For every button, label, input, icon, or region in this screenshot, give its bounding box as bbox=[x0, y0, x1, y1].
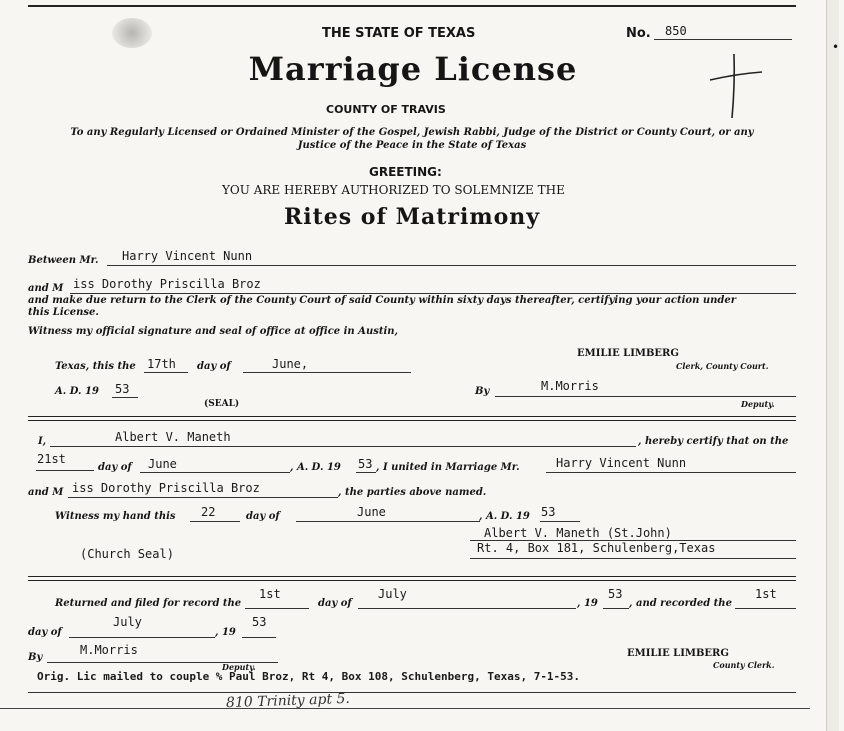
cert-witness-day-of: day of bbox=[246, 511, 280, 522]
witness-office-line: Witness my official signature and seal of office at office in Austin, bbox=[28, 326, 399, 337]
recorded-month: July bbox=[113, 615, 142, 629]
cert-month-line bbox=[140, 472, 290, 473]
issue-ad-label: A. D. 19 bbox=[55, 386, 99, 397]
record-clerk-title: County Clerk. bbox=[713, 660, 775, 670]
document-title: Marriage License bbox=[248, 50, 578, 88]
state-heading: THE STATE OF TEXAS bbox=[322, 26, 476, 41]
cert-witness-month: June bbox=[357, 505, 386, 519]
officiant-address-line bbox=[470, 558, 796, 559]
scan-dot: • bbox=[832, 40, 840, 54]
groom-line bbox=[107, 265, 796, 266]
officiant-line bbox=[50, 446, 636, 447]
recorded-label: , and recorded the bbox=[629, 598, 732, 609]
section-divider-2b bbox=[28, 580, 796, 581]
cross-mark-icon bbox=[708, 50, 764, 122]
recorded-day-of-label: day of bbox=[28, 627, 62, 638]
greeting: GREETING: bbox=[369, 165, 442, 179]
cert-i-label: I, bbox=[38, 436, 47, 447]
bottom-edge bbox=[0, 708, 810, 709]
between-label: Between Mr. bbox=[28, 255, 99, 266]
cert-bride-name: iss Dorothy Priscilla Broz bbox=[72, 481, 260, 495]
cert-groom-line bbox=[546, 472, 796, 473]
officiant-name: Albert V. Maneth bbox=[115, 430, 231, 444]
issue-day: 17th bbox=[147, 357, 176, 371]
returned-month-line bbox=[358, 608, 576, 609]
texas-this-label: Texas, this the bbox=[55, 361, 136, 372]
section-divider-2a bbox=[28, 576, 796, 577]
returned-day-line bbox=[245, 608, 309, 609]
record-by-label: By bbox=[28, 652, 43, 663]
license-number-line bbox=[654, 39, 792, 40]
authorized-line: YOU ARE HEREBY AUTHORIZED TO SOLEMNIZE THE bbox=[222, 183, 565, 197]
issue-by-label: By bbox=[475, 386, 490, 397]
bride-line bbox=[70, 293, 796, 294]
returned-day-of-label: day of bbox=[318, 598, 352, 609]
recorded-day-line bbox=[735, 608, 796, 609]
returned-year-label: , 19 bbox=[577, 598, 598, 609]
cert-witness-ad: , A. D. 19 bbox=[479, 511, 530, 522]
return-line-1: and make due return to the Clerk of the County Court of said County within sixty days thereafter, certifying your action under bbox=[28, 295, 737, 306]
handwritten-note: 810 Trinity apt 5. bbox=[225, 690, 351, 712]
returned-year: 53 bbox=[608, 587, 623, 601]
cert-certify-text: , hereby certify that on the bbox=[638, 436, 789, 447]
cert-month: June bbox=[148, 457, 177, 471]
recorded-year: 53 bbox=[252, 615, 267, 629]
cert-groom-name: Harry Vincent Nunn bbox=[556, 456, 687, 470]
cert-day-line bbox=[36, 470, 94, 471]
cert-witness-day: 22 bbox=[201, 505, 216, 519]
section-divider-1a bbox=[28, 416, 796, 417]
cert-day-of-label: day of bbox=[98, 462, 132, 473]
issue-deputy-title: Deputy. bbox=[741, 399, 775, 409]
record-deputy-name: M.Morris bbox=[80, 643, 138, 657]
issue-month: June, bbox=[272, 357, 309, 371]
recorded-year-line bbox=[242, 637, 276, 638]
cert-ad-label: , A. D. 19 bbox=[290, 462, 341, 473]
cert-witness-year: 53 bbox=[541, 505, 556, 519]
scan-smudge bbox=[112, 18, 152, 48]
cert-witness-day-line bbox=[190, 521, 240, 522]
issue-year-line bbox=[112, 397, 138, 398]
issuing-clerk-title: Clerk, County Court. bbox=[676, 361, 769, 371]
and-label: and M bbox=[28, 283, 64, 294]
recorded-month-line bbox=[69, 637, 215, 638]
church-seal-label: (Church Seal) bbox=[80, 547, 174, 561]
recorded-day: 1st bbox=[755, 587, 777, 601]
cert-year: 53 bbox=[358, 457, 373, 471]
issue-day-line bbox=[144, 372, 188, 373]
scan-edge bbox=[826, 0, 839, 731]
cert-parties-text: , the parties above named. bbox=[338, 487, 487, 498]
footer-rule bbox=[28, 692, 796, 693]
record-deputy-title: Deputy. bbox=[222, 662, 256, 672]
top-border bbox=[28, 5, 796, 7]
return-line-2: this License. bbox=[28, 307, 99, 318]
returned-month: July bbox=[378, 587, 407, 601]
cert-witness-year-line bbox=[540, 521, 580, 522]
issue-month-line bbox=[243, 372, 411, 373]
issuing-clerk-name: EMILIE LIMBERG bbox=[577, 348, 679, 359]
cert-bride-line bbox=[68, 497, 338, 498]
intro-line-2: Justice of the Peace in the State of Texas bbox=[297, 140, 527, 151]
issue-day-of-label: day of bbox=[197, 361, 231, 372]
groom-name: Harry Vincent Nunn bbox=[122, 249, 253, 263]
cert-year-line bbox=[356, 472, 376, 473]
recorded-year-label: , 19 bbox=[215, 627, 236, 638]
cert-day: 21st bbox=[37, 452, 66, 466]
officiant-signature: Albert V. Maneth (St.John) bbox=[484, 526, 672, 540]
issue-year: 53 bbox=[115, 382, 130, 396]
returned-day: 1st bbox=[259, 587, 281, 601]
mailed-note: Orig. Lic mailed to couple % Paul Broz, Rt 4, Box 108, Schulenberg, Texas, 7-1-53. bbox=[37, 670, 581, 683]
bride-name: iss Dorothy Priscilla Broz bbox=[73, 277, 261, 291]
cert-witness-label: Witness my hand this bbox=[55, 511, 176, 522]
returned-label: Returned and filed for record the bbox=[55, 598, 242, 609]
seal-label: (SEAL) bbox=[204, 399, 240, 409]
rites-heading: Rites of Matrimony bbox=[283, 204, 541, 230]
cert-witness-month-line bbox=[296, 521, 480, 522]
intro-line-1: To any Regularly Licensed or Ordained Minister of the Gospel, Jewish Rabbi, Judge of the District or County Court, or any bbox=[70, 127, 754, 138]
county-heading: COUNTY OF TRAVIS bbox=[326, 103, 446, 116]
section-divider-1b bbox=[28, 420, 796, 421]
issue-deputy-name: M.Morris bbox=[541, 379, 599, 393]
issue-deputy-line bbox=[495, 396, 796, 397]
license-number-label: No. bbox=[626, 26, 651, 41]
officiant-address: Rt. 4, Box 181, Schulenberg,Texas bbox=[477, 541, 716, 555]
returned-year-line bbox=[603, 608, 629, 609]
license-number-value: 850 bbox=[665, 24, 687, 38]
record-clerk-name: EMILIE LIMBERG bbox=[627, 648, 729, 659]
cert-united-text: , I united in Marriage Mr. bbox=[376, 462, 520, 473]
cert-and-label: and M bbox=[28, 487, 64, 498]
